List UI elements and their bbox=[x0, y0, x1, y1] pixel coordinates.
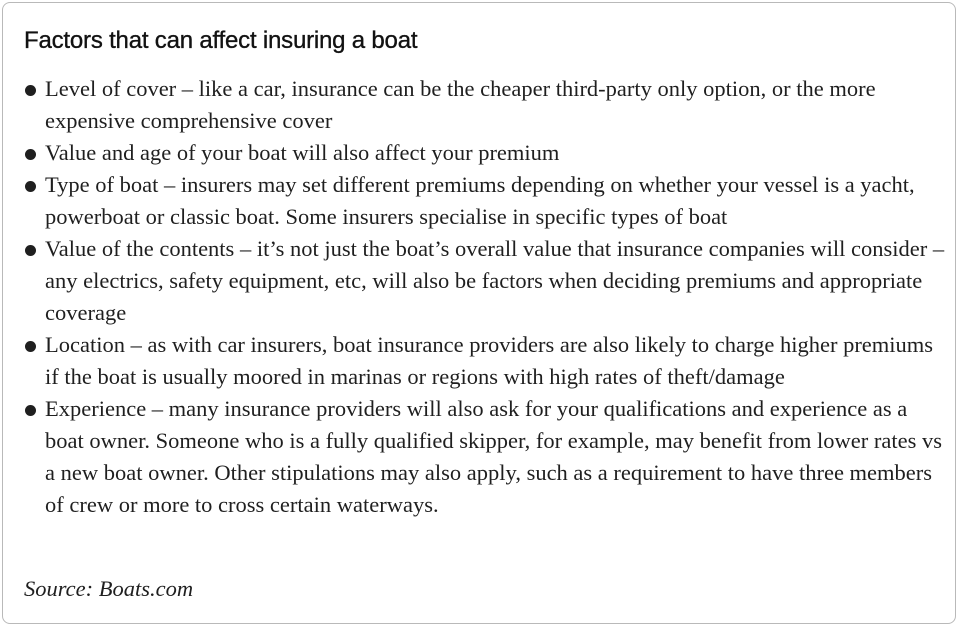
bullet-icon bbox=[25, 245, 36, 256]
list-item-text: Value and age of your boat will also affect your premium bbox=[45, 140, 560, 165]
bullet-icon bbox=[25, 181, 36, 192]
list-item-text: Experience – many insurance providers will also ask for your qualifications and experience as a boat owner. Someone who is a fully qualified skipper, for example, may benefit from lower rates vs a new boat owner. Other stipulations may also apply, such as a requirement to have three members of crew or more to cross certain waterways. bbox=[45, 396, 942, 517]
source-credit: Source: Boats.com bbox=[24, 576, 194, 601]
bullet-icon bbox=[25, 149, 36, 160]
card-title: Factors that can affect insuring a boat bbox=[24, 27, 418, 54]
list-item-text: Type of boat – insurers may set different premiums depending on whether your vessel is a yacht, powerboat or classic boat. Some insurers specialise in specific types of boat bbox=[45, 172, 915, 229]
bullet-icon bbox=[25, 341, 36, 352]
list-item-value-of-contents bbox=[45, 233, 945, 329]
list-item-text: Value of the contents – it’s not just the boat’s overall value that insurance companies will consider – any electrics, safety equipment, etc, will also be factors when deciding premiums and appropriate coverage bbox=[45, 236, 945, 325]
list-item-location bbox=[45, 329, 945, 393]
list-item-text: Level of cover – like a car, insurance can be the cheaper third-party only option, or the more expensive comprehensive cover bbox=[45, 76, 876, 133]
bullet-icon bbox=[25, 85, 36, 96]
info-card bbox=[2, 2, 956, 624]
bullet-icon bbox=[25, 405, 36, 416]
list-item-text: Location – as with car insurers, boat insurance providers are also likely to charge higher premiums if the boat is usually moored in marinas or regions with high rates of theft/damage bbox=[45, 332, 934, 389]
list-item-value-and-age bbox=[45, 137, 945, 169]
list-item-level-of-cover bbox=[45, 73, 945, 137]
list-item-type-of-boat bbox=[45, 169, 945, 233]
factor-list bbox=[45, 73, 945, 521]
list-item-experience bbox=[45, 393, 945, 521]
